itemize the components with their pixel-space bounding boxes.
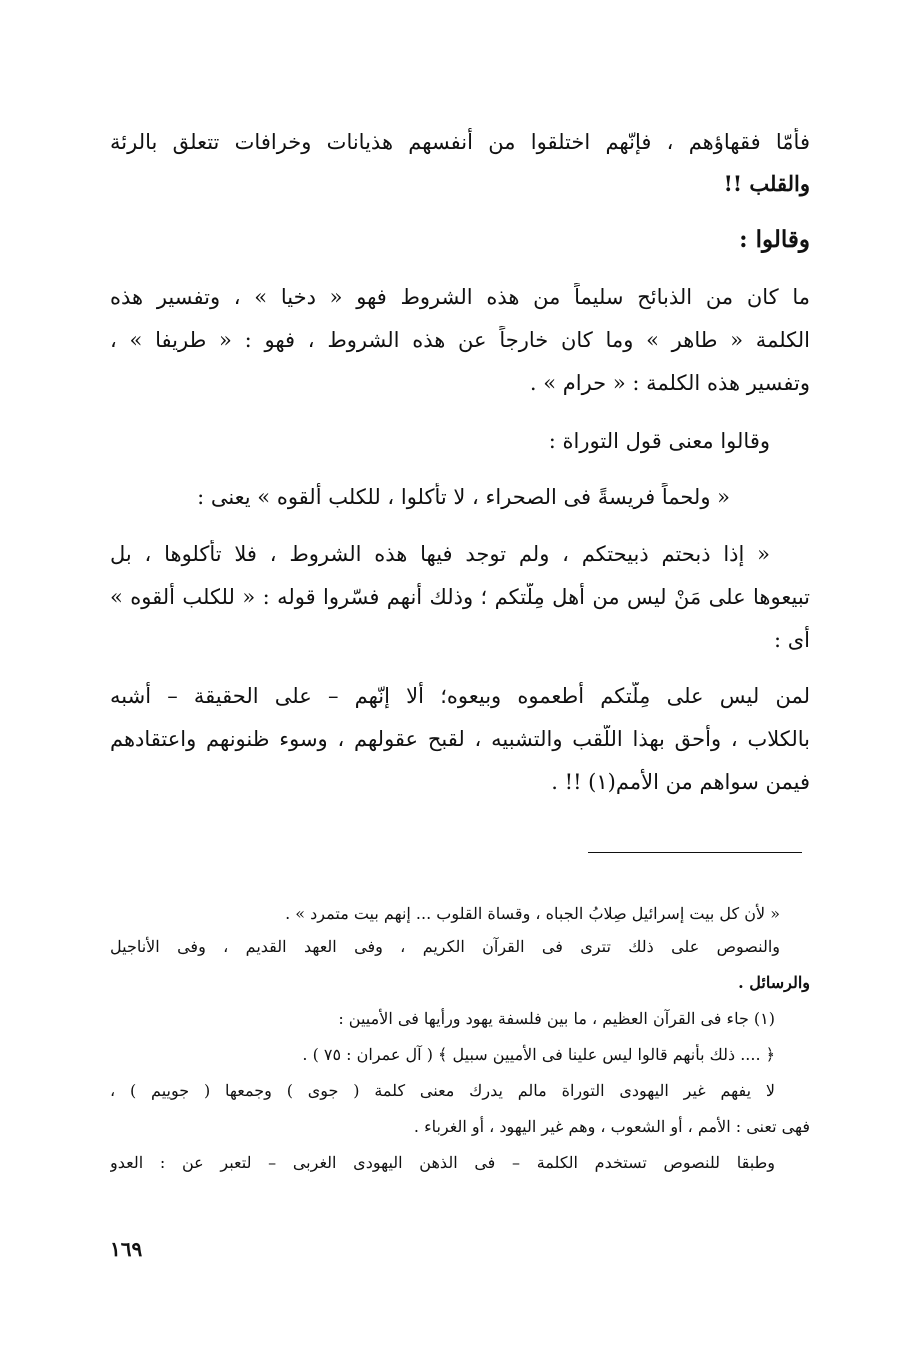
body-line: ما كان من الذبائح سليماً من هذه الشروط فهو « دخيا » ، وتفسير هذه xyxy=(110,285,810,309)
footnote-separator xyxy=(588,852,802,853)
footnote-line: والنصوص على ذلك تترى فى القرآن الكريم ، وفى العهد القديم ، وفى الأناجيل xyxy=(110,937,780,956)
body-line: تبيعوها على مَنْ ليس من أهل مِلّتكم ؛ وذلك أنهم فسّروا قوله : « للكلب ألقوه » xyxy=(110,585,810,609)
section-heading: وقالوا : xyxy=(739,226,810,253)
body-line: وقالوا معنى قول التوراة : xyxy=(548,429,770,453)
body-line: وتفسير هذه الكلمة : « حرام » . xyxy=(529,371,810,395)
body-line: فيمن سواهم من الأمم(١) !! . xyxy=(551,770,810,794)
body-line: الكلمة « طاهر » وما كان خارجاً عن هذه الشروط ، فهو : « طريفا » ، xyxy=(110,328,810,352)
footnote-line: وطبقا للنصوص تستخدم الكلمة – فى الذهن اليهودى الغربى – لتعبر عن : العدو xyxy=(110,1153,775,1172)
body-line: فأمّا فقهاؤهم ، فإنّهم اختلقوا من أنفسهم هذيانات وخرافات تتعلق بالرئة xyxy=(110,130,810,154)
body-line: أى : xyxy=(773,628,810,652)
footnote-line: والرسائل . xyxy=(738,973,810,992)
page-number: ١٦٩ xyxy=(110,1237,143,1261)
quote-line: « ولحماً فريسةً فى الصحراء ، لا تأكلوا ، للكلب ألقوه » يعنى : xyxy=(197,485,730,509)
body-line: بالكلاب ، وأحق بهذا اللّقب والتشبيه ، لقبح عقولهم ، وسوء ظنونهم واعتقادهم xyxy=(110,727,810,751)
body-line: لمن ليس على مِلّتكم أطعموه وبيعوه؛ ألا إنّهم – على الحقيقة – أشبه xyxy=(110,684,810,708)
footnote-line: ﴿ .... ذلك بأنهم قالوا ليس علينا فى الأميين سبيل ﴾ ( آل عمران : ٧٥ ) . xyxy=(302,1045,775,1064)
footnote-line: لا يفهم غير اليهودى التوراة مالم يدرك معنى كلمة ( جوى ) وجمعها ( جوييم ) ، xyxy=(110,1081,775,1100)
body-line: والقلب !! xyxy=(723,171,810,196)
footnote-line: (١) جاء فى القرآن العظيم ، ما بين فلسفة يهود ورأيها فى الأميين : xyxy=(338,1009,775,1028)
body-line: « إذا ذبحتم ذبيحتكم ، ولم توجد فيها هذه الشروط ، فلا تأكلوها ، بل xyxy=(110,542,770,566)
footnote-line: فهى تعنى : الأمم ، أو الشعوب ، وهم غير اليهود ، أو الغرباء . xyxy=(413,1117,810,1136)
footnote-line: « لأن كل بيت إسرائيل صِلابُ الجباه ، وقساة القلوب ... إنهم بيت متمرد » . xyxy=(285,904,780,923)
